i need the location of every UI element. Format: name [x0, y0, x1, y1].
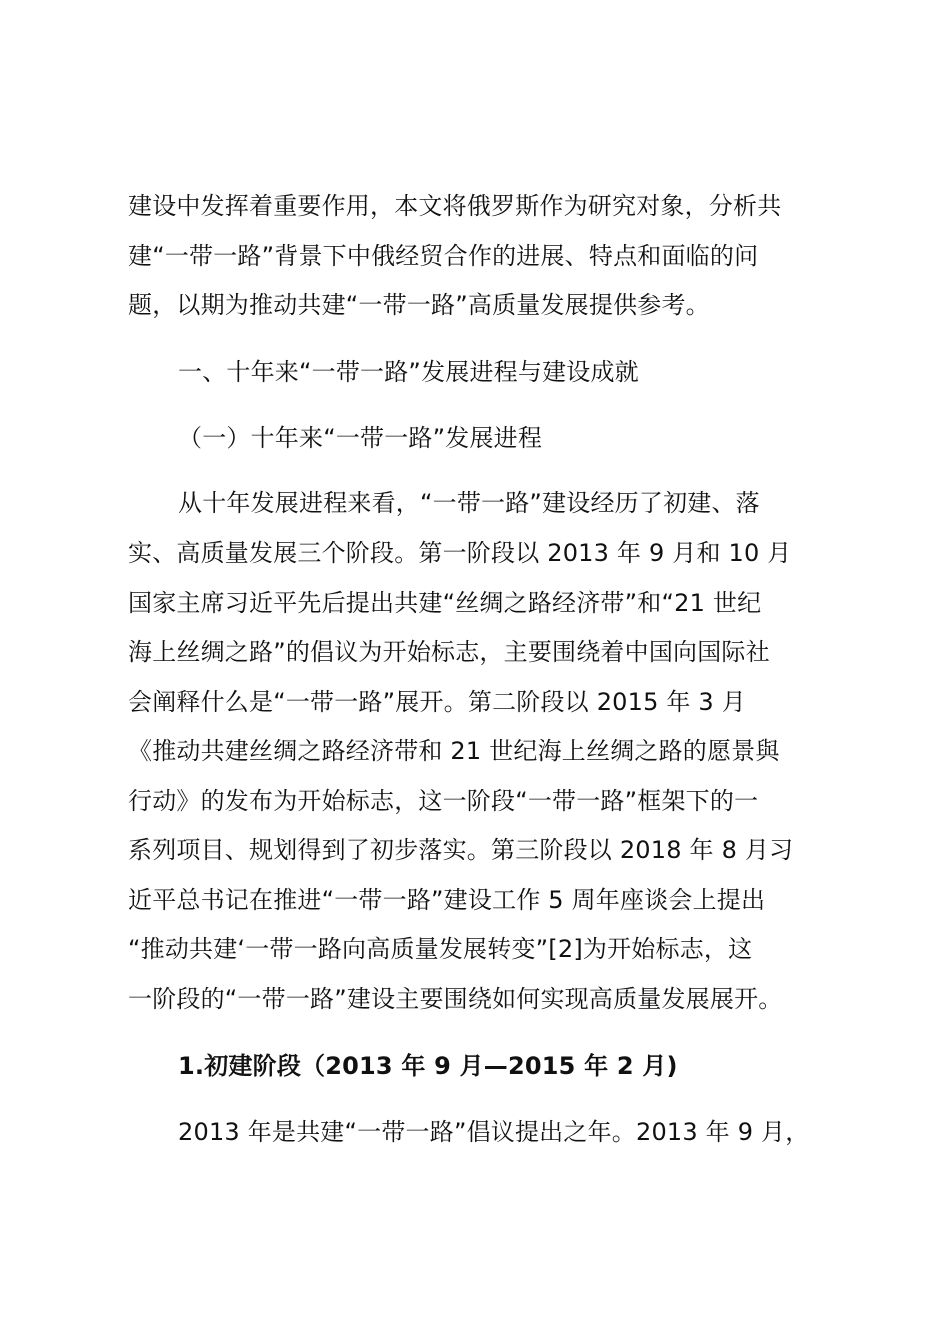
paragraph-line: 实、高质量发展三个阶段。第一阶段以 2013 年 9 月和 10 月 — [128, 539, 792, 567]
section-heading: 一、十年来“一带一路”发展进程与建设成就 — [178, 358, 639, 386]
paragraph-line: 行动》的发布为开始标志，这一阶段“一带一路”框架下的一 — [128, 787, 759, 815]
paragraph-line: 2013 年是共建“一带一路”倡议提出之年。2013 年 9 月， — [178, 1118, 810, 1146]
paragraph-line: “推动共建‘一带一路向高质量发展转变”[2]为开始标志，这 — [128, 935, 753, 963]
paragraph-line: 一阶段的“一带一路”建设主要围绕如何实现高质量发展展开。 — [128, 985, 783, 1013]
paragraph-line: 题，以期为推动共建“一带一路”高质量发展提供参考。 — [128, 291, 710, 319]
paragraph-line: 从十年发展进程来看，“一带一路”建设经历了初建、落 — [178, 489, 760, 517]
paragraph-line: 建“一带一路”背景下中俄经贸合作的进展、特点和面临的问 — [128, 242, 759, 270]
stage-heading: 1.初建阶段（2013 年 9 月—2015 年 2 月) — [178, 1052, 678, 1080]
subsection-heading: （一）十年来“一带一路”发展进程 — [178, 424, 543, 452]
paragraph-line: 建设中发挥着重要作用，本文将俄罗斯作为研究对象，分析共 — [128, 192, 782, 220]
paragraph-line: 《推动共建丝绸之路经济带和 21 世纪海上丝绸之路的愿景與 — [128, 737, 780, 765]
paragraph-line: 近平总书记在推进“一带一路”建设工作 5 周年座谈会上提出 — [128, 886, 766, 914]
paragraph-line: 国家主席习近平先后提出共建“丝绸之路经济带”和“21 世纪 — [128, 589, 762, 617]
paragraph-line: 海上丝绸之路”的倡议为开始标志，主要围绕着中国向国际社 — [128, 638, 770, 666]
paragraph-line: 会阐释什么是“一带一路”展开。第二阶段以 2015 年 3 月 — [128, 688, 746, 716]
paragraph-line: 系列项目、规划得到了初步落实。第三阶段以 2018 年 8 月习 — [128, 836, 794, 864]
